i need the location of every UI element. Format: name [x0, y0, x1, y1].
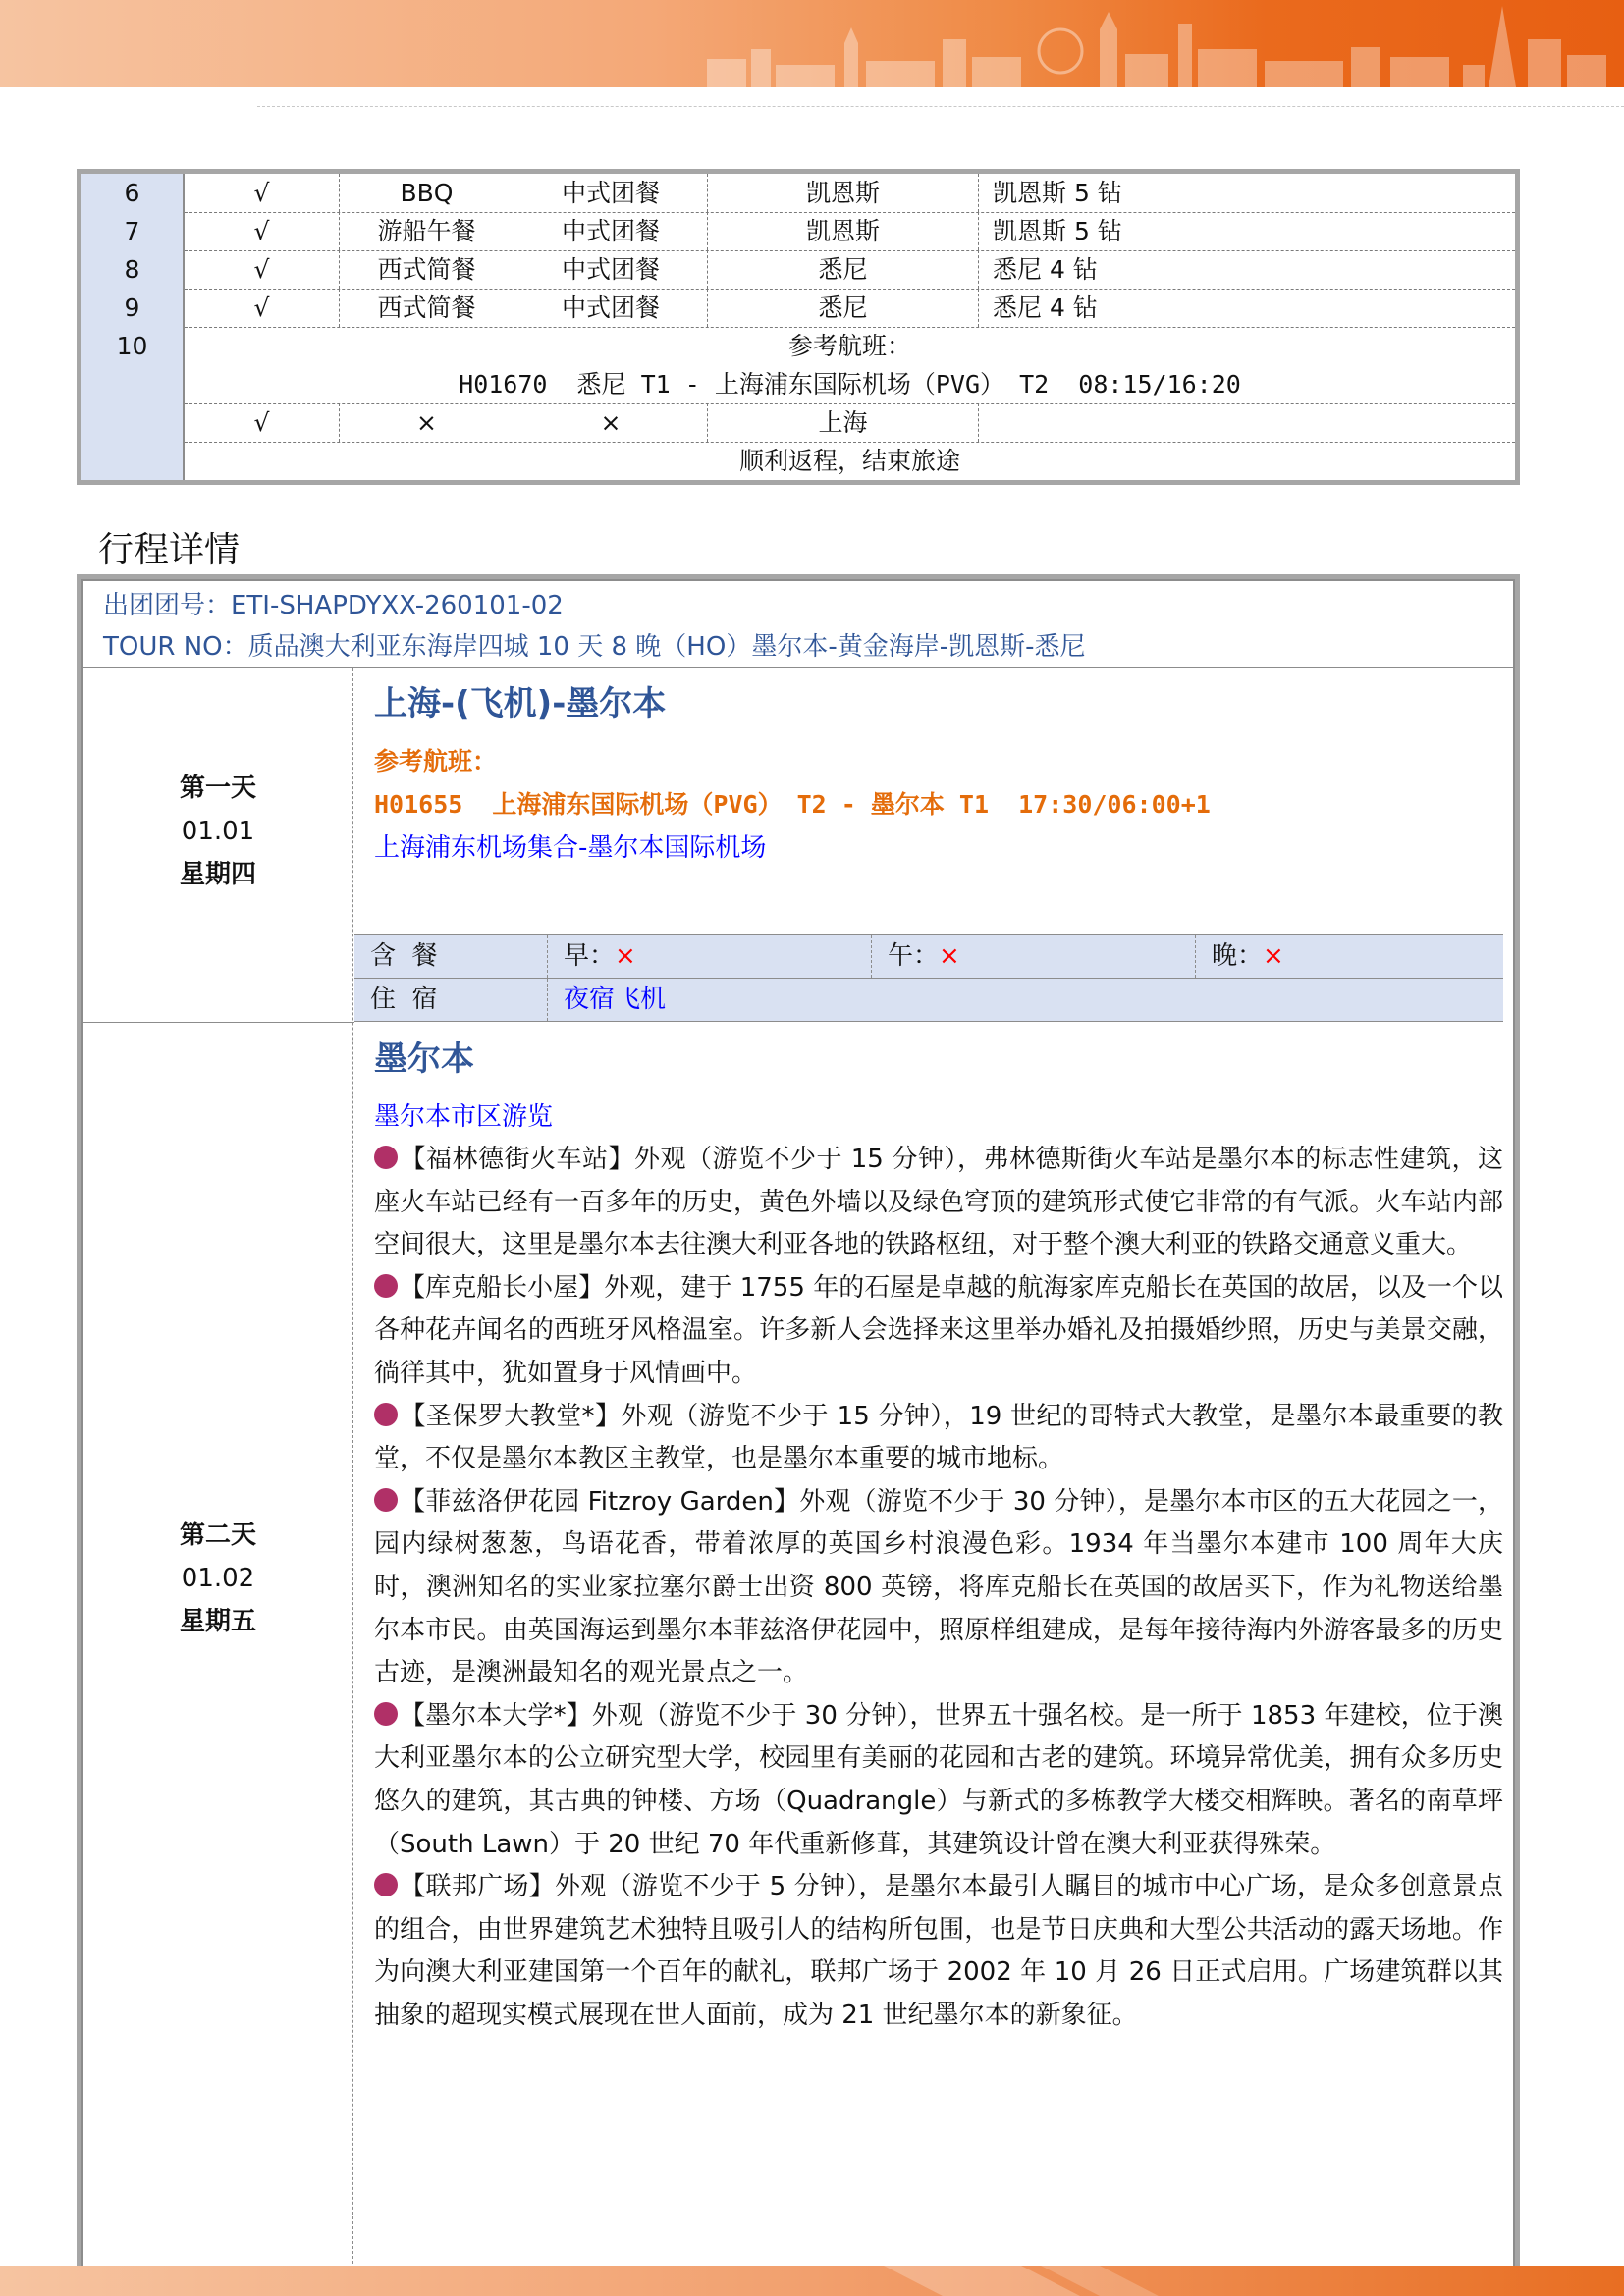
city-skyline-decoration: [648, 0, 1624, 87]
hotel-label: 住 宿: [370, 985, 438, 1014]
hotel-cell: 凯恩斯 5 钻: [993, 179, 1122, 207]
flight-label: 参考航班：: [374, 747, 498, 775]
day-label: 第二天: [179, 1521, 256, 1550]
dinner-cell: [1195, 935, 1503, 978]
hotel-row: [354, 978, 1503, 1022]
lunch-label: 午：: [888, 941, 940, 971]
hotel-cell: 悉尼 4 钻: [993, 255, 1098, 284]
city-cell: 凯恩斯: [708, 174, 979, 212]
table-row: [185, 212, 1515, 251]
day-subtitle: 墨尔本市区游览: [374, 1102, 554, 1132]
lunch-cell: ×: [340, 403, 514, 442]
table-row: [185, 403, 1515, 443]
attraction-item: 【墨尔本大学*】外观（游览不少于 30 分钟），世界五十强名校。是一所于 1853 年建校，位于澳大利亚墨尔本的公立研究型大学，校园里有美丽的花园和古老的建筑。环境异常优美，拥有众多历史悠久的建筑，其古典的钟楼、方场（Quadrangle）与新式的多栋教学大楼交相辉映。著名的南草坪（South Lawn）于 20 世纪 70 年代重新修葺，其建筑设计曾在澳大利亚获得殊荣。: [374, 1700, 1503, 1859]
lunch-value: ×: [939, 941, 960, 971]
dinner-cell: 中式团餐: [514, 289, 708, 327]
lunch-cell: BBQ: [340, 174, 514, 212]
dinner-cell: 中式团餐: [514, 212, 708, 250]
group-number: 出团团号：ETI-SHAPDYXX-260101-02: [103, 591, 564, 620]
city-cell: 凯恩斯: [708, 212, 979, 250]
attraction-item: 【联邦广场】外观（游览不少于 5 分钟），是墨尔本最引人瞩目的城市中心广场，是众多创意景点的组合，由世界建筑艺术独特且吸引人的结构所包围，也是节日庆典和大型公共活动的露天场地。作为向澳大利亚建国第一个百年的献礼，联邦广场于 2002 年 10 月 26 日正式启用。广场建筑群以其抽象的超现实模式展现在世人面前，成为 21 世纪墨尔本的新象征。: [374, 1872, 1503, 2030]
day-number-column: [81, 174, 185, 480]
attraction-item: 【圣保罗大教堂*】外观（游览不少于 15 分钟），19 世纪的哥特式大教堂，是墨尔本最重要的教堂，不仅是墨尔本教区主教堂，也是墨尔本重要的城市地标。: [374, 1401, 1503, 1474]
tour-number: TOUR NO：质品澳大利亚东海岸四城 10 天 8 晚（HO）墨尔本-黄金海岸-凯恩斯-悉尼: [103, 632, 1086, 662]
attraction-item: 【菲兹洛伊花园 Fitzroy Garden】外观（游览不少于 30 分钟），是墨尔本市区的五大花园之一，园内绿树葱葱，鸟语花香，带着浓厚的英国乡村浪漫色彩。1934 年当墨尔本建市 100 周年大庆时，澳洲知名的实业家拉塞尔爵士出资 800 英镑，将库克船长在英国的故居买下，作为礼物送给墨尔本市民。由英国海运到墨尔本菲兹洛伊花园中，照原样组建成，是每年接待海内外游客最多的历史古迹，是澳洲最知名的观光景点之一。: [374, 1486, 1503, 1688]
day-title: 上海-(飞机)-墨尔本: [374, 684, 667, 723]
dinner-cell: ×: [514, 403, 708, 442]
table-row-note: [185, 442, 1515, 480]
flight-info: H01655 上海浦东国际机场（PVG） T2 - 墨尔本 T1 17:30/06:00+1: [374, 790, 1211, 819]
breakfast-cell: √: [185, 212, 340, 250]
day1-content: [374, 679, 1493, 870]
hotel-cell: [979, 403, 1515, 442]
meal-label: 含 餐: [370, 941, 438, 971]
dinner-cell: 中式团餐: [514, 250, 708, 289]
day-number: 6: [124, 179, 140, 207]
tour-header: [83, 581, 1513, 668]
header-divider: [257, 106, 1624, 107]
day-number: 8: [124, 255, 140, 284]
breakfast-value: ×: [615, 941, 636, 971]
day-number: 10: [116, 332, 148, 360]
day-date: 01.02: [181, 1564, 255, 1593]
day-title: 墨尔本: [374, 1040, 474, 1079]
bullet-icon: [374, 1274, 398, 1298]
lunch-cell: 游船午餐: [340, 212, 514, 250]
bullet-icon: [374, 1488, 398, 1512]
table-row-flight: [185, 327, 1515, 404]
bullet-icon: [374, 1146, 398, 1169]
footer-decoration: [0, 2266, 1624, 2296]
bullet-icon: [374, 1702, 398, 1726]
day-number: 7: [124, 217, 140, 245]
city-cell: 上海: [708, 403, 979, 442]
breakfast-cell: [547, 935, 871, 978]
dinner-label: 晚：: [1212, 941, 1264, 971]
breakfast-label: 早：: [564, 941, 616, 971]
city-cell: 悉尼: [708, 289, 979, 327]
hotel-value: 夜宿飞机: [547, 979, 1503, 1021]
meal-row: [354, 934, 1503, 979]
itinerary-table: [77, 169, 1520, 485]
day-weekday: 星期四: [179, 860, 256, 889]
day2-content: [374, 1035, 1503, 2037]
day-label: 第一天: [179, 774, 256, 803]
bullet-icon: [374, 1873, 398, 1896]
breakfast-cell: √: [185, 174, 340, 212]
table-row: [185, 174, 1515, 213]
lunch-cell: 西式简餐: [340, 250, 514, 289]
breakfast-cell: √: [185, 403, 340, 442]
flight-info: H01670 悉尼 T1 - 上海浦东国际机场（PVG） T2 08:15/16:20: [459, 370, 1241, 399]
attraction-item: 【库克船长小屋】外观，建于 1755 年的石屋是卓越的航海家库克船长在英国的故居，以及一个以各种花卉闻名的西班牙风格温室。许多新人会选择来这里举办婚礼及拍摄婚纱照，历史与美景交融，徜徉其中，犹如置身于风情画中。: [374, 1272, 1503, 1388]
itinerary-detail-table: [77, 574, 1520, 2266]
day-date: 01.01: [181, 817, 255, 846]
breakfast-cell: √: [185, 250, 340, 289]
day-weekday: 星期五: [179, 1607, 256, 1636]
day-number: 9: [124, 294, 140, 322]
return-note: 顺利返程，结束旅途: [738, 447, 960, 475]
section-title: 行程详情: [98, 530, 241, 570]
hotel-cell: 凯恩斯 5 钻: [993, 217, 1122, 245]
city-cell: 悉尼: [708, 250, 979, 289]
lunch-cell: [871, 935, 1195, 978]
table-row: [185, 289, 1515, 328]
table-row: [185, 250, 1515, 290]
bullet-icon: [374, 1403, 398, 1426]
attraction-item: 【福林德街火车站】外观（游览不少于 15 分钟），弗林德斯街火车站是墨尔本的标志性建筑，这座火车站已经有一百多年的历史，黄色外墙以及绿色穹顶的建筑形式使它非常的有气派。火车站内部空间很大，这里是墨尔本去往澳大利亚各地的铁路枢纽，对于整个澳大利亚的铁路交通意义重大。: [374, 1145, 1503, 1260]
dinner-cell: 中式团餐: [514, 174, 708, 212]
dinner-value: ×: [1263, 941, 1284, 971]
breakfast-cell: √: [185, 289, 340, 327]
assembly-note: 上海浦东机场集合-墨尔本国际机场: [374, 833, 767, 863]
flight-label: 参考航班：: [787, 332, 911, 360]
lunch-cell: 西式简餐: [340, 289, 514, 327]
hotel-cell: 悉尼 4 钻: [993, 294, 1098, 322]
